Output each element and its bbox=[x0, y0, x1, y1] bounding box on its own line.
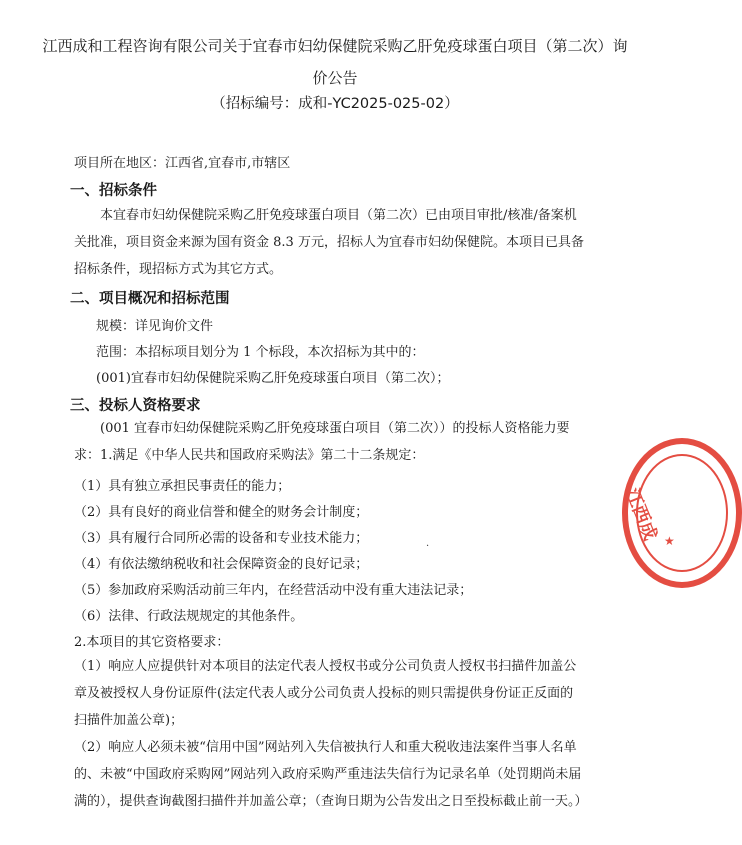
other-requirement-1: （1）响应人应提供针对本项目的法定代表人授权书或分公司负责人授权书扫描件加盖公章及被授权人身份证原件(法定代表人或分公司负责人投标的则只需提供身份证正反面的扫描件加盖公章)； bbox=[74, 659, 577, 728]
seal-text: 江西成 bbox=[620, 485, 661, 544]
section-2-scope: 范围：本招标项目划分为 1 个标段，本次招标为其中的： bbox=[96, 345, 425, 360]
qualification-item-1: （1）具有独立承担民事责任的能力； bbox=[74, 479, 291, 494]
qualification-item-4: （4）有依法缴纳税收和社会保障资金的良好记录； bbox=[74, 557, 369, 572]
section-2-scale: 规模：详见询价文件 bbox=[96, 319, 214, 334]
qualification-item-6: （6）法律、行政法规规定的其他条件。 bbox=[74, 609, 304, 624]
official-seal bbox=[622, 438, 742, 588]
project-location: 项目所在地区：江西省,宜春市,市辖区 bbox=[74, 156, 291, 171]
section-3-intro: (001 宜春市妇幼保健院采购乙肝免疫球蛋白项目（第二次））的投标人资格能力要求：1.满足《中华人民共和国政府采购法》第二十二条规定： bbox=[74, 421, 570, 463]
section-1-heading: 一、招标条件 bbox=[70, 183, 157, 199]
section-2-heading: 二、项目概况和招标范围 bbox=[70, 291, 230, 307]
document-title: 江西成和工程咨询有限公司关于宜春市妇幼保健院采购乙肝免疫球蛋白项目（第二次）询价公告 bbox=[42, 37, 628, 87]
seal-star-icon: ★ bbox=[664, 534, 675, 548]
other-requirements-heading: 2.本项目的其它资格要求： bbox=[74, 635, 230, 650]
scan-speck: · bbox=[426, 541, 430, 552]
qualification-item-5: （5）参加政府采购活动前三年内，在经营活动中没有重大违法记录； bbox=[74, 583, 473, 598]
section-2-lot: (001)宜春市妇幼保健院采购乙肝免疫球蛋白项目（第二次）； bbox=[96, 371, 450, 386]
qualification-item-2: （2）具有良好的商业信誉和健全的财务会计制度； bbox=[74, 505, 369, 520]
section-3-heading: 三、投标人资格要求 bbox=[70, 398, 201, 414]
section-1-paragraph: 本宜春市妇幼保健院采购乙肝免疫球蛋白项目（第二次）已由项目审批/核准/备案机关批准，项目资金来源为国有资金 8.3 万元，招标人为宜春市妇幼保健院。本项目已具备招标条件，现招标方式为其它方式。 bbox=[74, 208, 584, 277]
other-requirement-2: （2）响应人必须未被“信用中国”网站列入失信被执行人和重大税收违法案件当事人名单的、未被“中国政府采购网”网站列入政府采购严重违法失信行为记录名单（处罚期尚未届满的），提供查询截图扫描件并加盖公章；（查询日期为公告发出之日至投标截止前一天。） bbox=[74, 740, 588, 809]
tender-number: （招标编号：成和-YC2025-025-02） bbox=[211, 96, 459, 112]
qualification-item-3: （3）具有履行合同所必需的设备和专业技术能力； bbox=[74, 531, 369, 546]
